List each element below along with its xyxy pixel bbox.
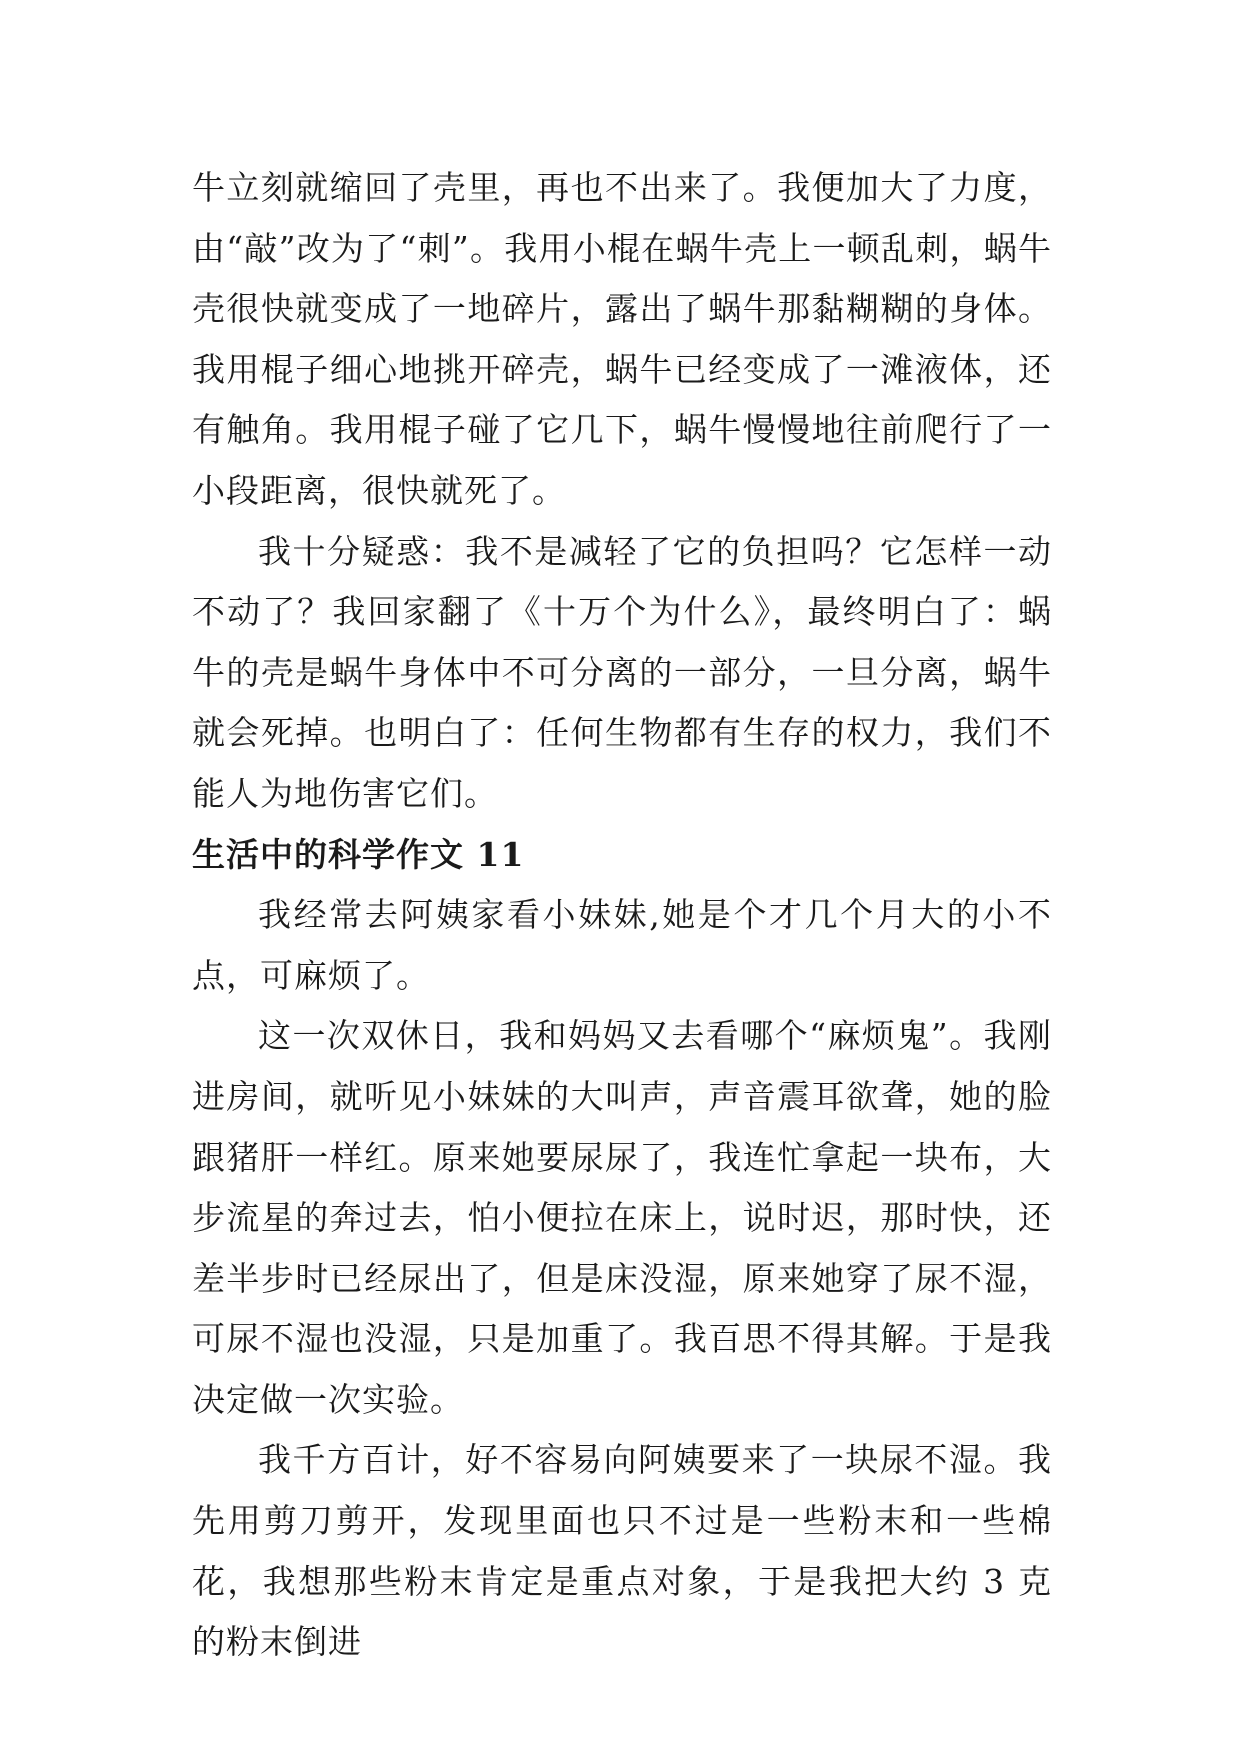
paragraph-snail-conclusion: 我十分疑惑：我不是减轻了它的负担吗？它怎样一动不动了？我回家翻了《十万个为什么》，最终明白了：蜗牛的壳是蜗牛身体中不可分离的一部分，一旦分离，蜗牛就会死掉。也明白了：任何生物都有生存的权力，我们不能人为地伤害它们。	[192, 531, 1052, 813]
paragraph-diaper-event: 这一次双休日，我和妈妈又去看哪个“麻烦鬼”。我刚进房间，就听见小妹妹的大叫声，声音震耳欲聋，她的脸跟猪肝一样红。原来她要尿尿了，我连忙拿起一块布，大步流星的奔过去，怕小便拉在床上，说时迟，那时快，还差半步时已经尿出了，但是床没湿，原来她穿了尿不湿，可尿不湿也没湿，只是加重了。我百思不得其解。于是我决定做一次实验。	[192, 1016, 1052, 1419]
paragraph-snail-continued: 牛立刻就缩回了壳里，再也不出来了。我便加大了力度，由“敲”改为了“刺”。我用小棍在蜗牛壳上一顿乱刺，蜗牛壳很快就变成了一地碎片，露出了蜗牛那黏糊糊的身体。我用棍子细心地挑开碎壳，蜗牛已经变成了一滩液体，还有触角。我用棍子碰了它几下，蜗牛慢慢地往前爬行了一小段距离，很快就死了。	[192, 168, 1052, 510]
document-page	[192, 158, 1052, 1673]
essay-heading: 生活中的科学作文 11	[192, 834, 525, 874]
paragraph-visit-sister: 我经常去阿姨家看小妹妹,她是个才几个月大的小不点，可麻烦了。	[192, 895, 1052, 995]
paragraph-experiment: 我千方百计，好不容易向阿姨要来了一块尿不湿。我先用剪刀剪开，发现里面也只不过是一些粉末和一些棉花，我想那些粉末肯定是重点对象，于是我把大约 3 克的粉末倒进	[192, 1440, 1052, 1662]
